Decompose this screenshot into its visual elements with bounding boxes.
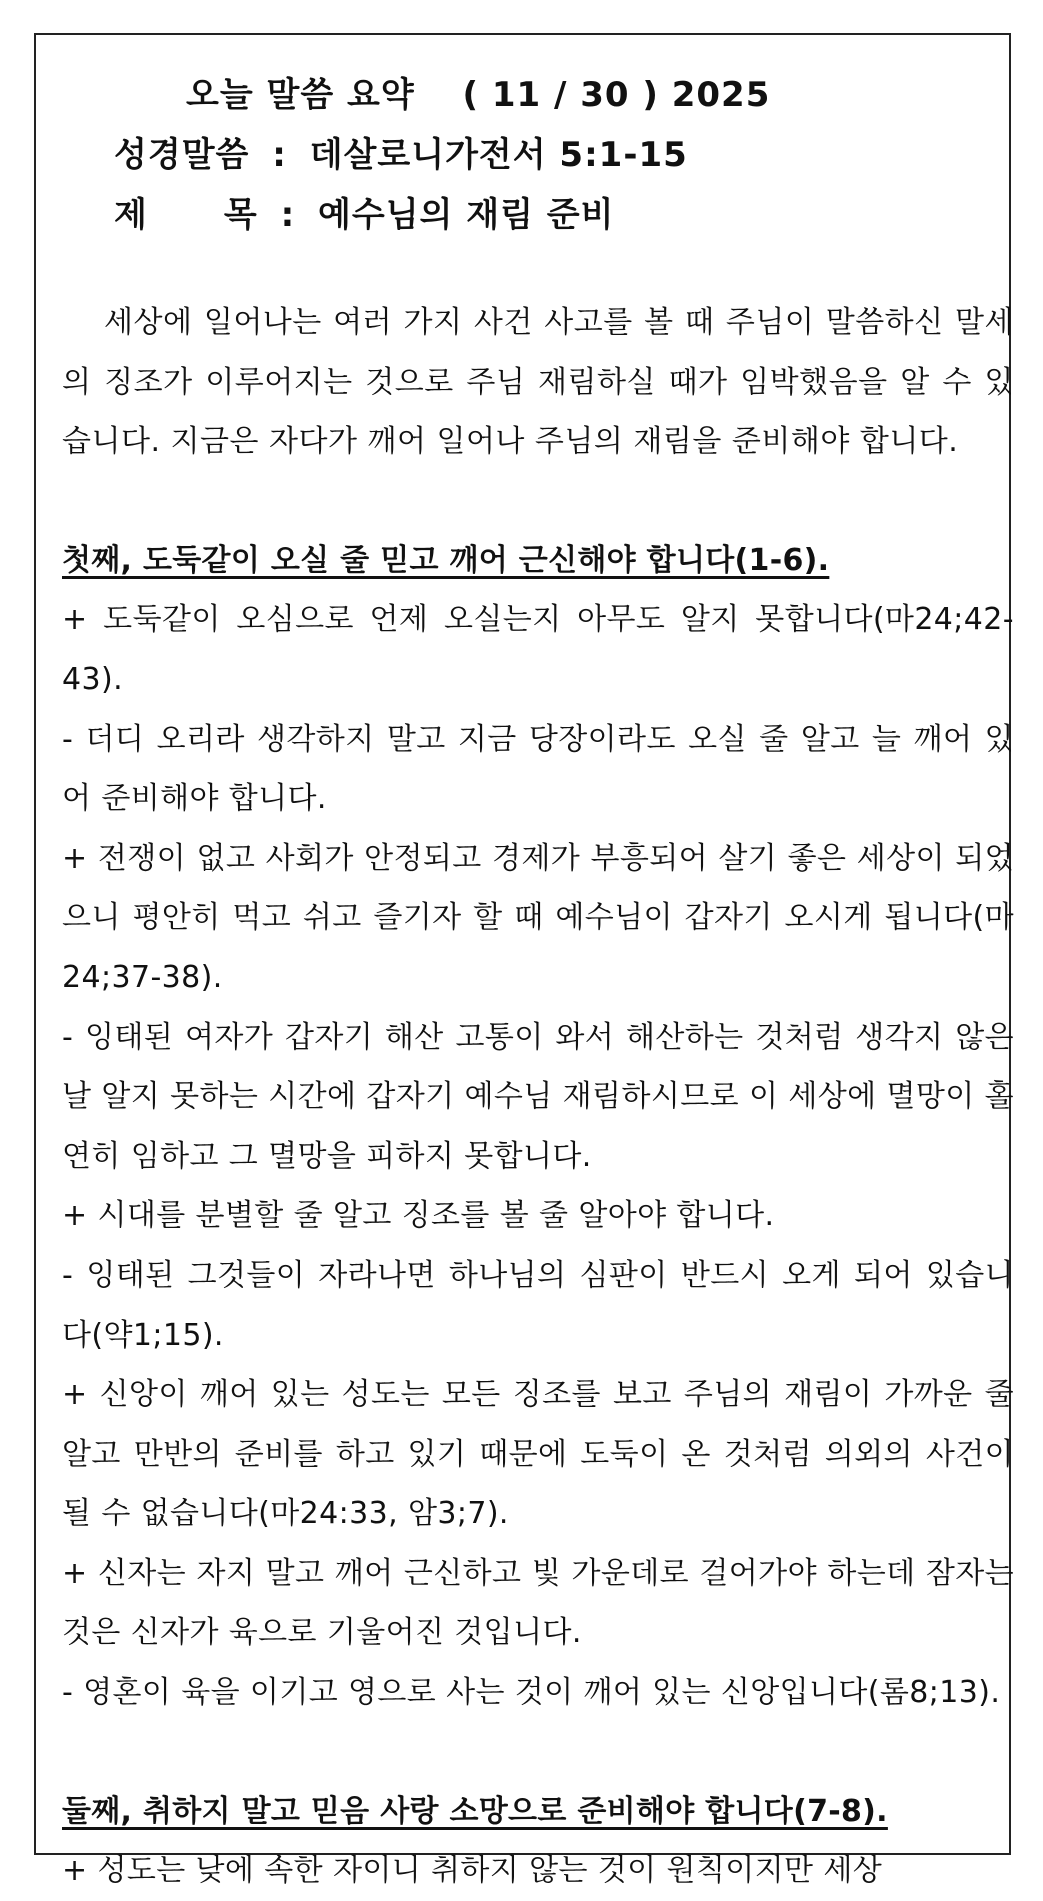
title-line <box>186 67 770 116</box>
intro-paragraph: 세상에 일어나는 여러 가지 사건 사고를 볼 때 주님이 말씀하신 말세의 징조가 이루어지는 것으로 주님 재림하실 때가 임박했음을 알 수 있습니다. 지금은 자다가 깨어 일어나 주님의 재림을 준비해야 합니다. <box>62 305 1014 460</box>
section-1-point: + 시대를 분별할 줄 알고 징조를 볼 줄 알아야 합니다. <box>62 1198 775 1234</box>
section-1-point: - 영혼이 육을 이기고 영으로 사는 것이 깨어 있는 신앙입니다(롬8;13). <box>62 1675 1001 1711</box>
subject-separator: : <box>280 195 296 235</box>
section-heading-1: 첫째, 도둑같이 오실 줄 믿고 깨어 근신해야 합니다(1-6). <box>62 542 830 578</box>
bible-reference: 데살로니가전서 5:1-15 <box>309 135 688 175</box>
sermon-summary-title: 오늘 말씀 요약 <box>186 75 415 115</box>
section-heading-2: 둘째, 취하지 말고 믿음 사랑 소망으로 준비해야 합니다(7-8). <box>62 1793 888 1829</box>
section-1-point: + 신앙이 깨어 있는 성도는 모든 징조를 보고 주님의 재림이 가까운 줄 알고 만반의 준비를 하고 있기 때문에 도둑이 온 것처럼 의외의 사건이 될 수 없습니다(마24:33, 암3;7). <box>62 1377 1014 1532</box>
bible-label: 성경말씀 <box>114 135 250 175</box>
subject-label <box>114 187 258 236</box>
section-1-point: + 도둑같이 오심으로 언제 오실는지 아무도 알지 못합니다(마24;42-43). <box>62 602 1014 697</box>
section-1-point: + 신자는 자지 말고 깨어 근신하고 빛 가운데로 걸어가야 하는데 잠자는 것은 신자가 육으로 기울어진 것입니다. <box>62 1555 1014 1651</box>
sermon-date: ( 11 / 30 ) 2025 <box>462 75 771 115</box>
section-1-point: + 전쟁이 없고 사회가 안정되고 경제가 부흥되어 살기 좋은 세상이 되었으니 평안히 먹고 쉬고 즐기자 할 때 예수님이 갑자기 오시게 됩니다(마24;37-38). <box>62 840 1014 995</box>
section-1-point: - 잉태된 여자가 갑자기 해산 고통이 와서 해산하는 것처럼 생각지 않은 날 알지 못하는 시간에 갑자기 예수님 재림하시므로 이 세상에 멸망이 홀연히 임하고 그 멸망을 피하지 못합니다. <box>62 1019 1014 1174</box>
bible-reference-line <box>114 127 688 176</box>
subject-label-char-1: 제 <box>114 195 148 235</box>
sermon-body <box>62 293 1014 1901</box>
section-1-point: - 더디 오리라 생각하지 말고 지금 당장이라도 오실 줄 알고 늘 깨어 있어 준비해야 합니다. <box>62 721 1014 817</box>
document-frame <box>34 33 1014 1889</box>
subject-line <box>114 187 614 236</box>
subject-label-char-2: 목 <box>223 195 258 235</box>
section-1-point: - 잉태된 그것들이 자라나면 하나님의 심판이 반드시 오게 되어 있습니다(약1;15). <box>62 1257 1014 1353</box>
bible-separator: : <box>272 135 287 175</box>
section-2-point: + 성도는 낮에 속한 자이니 취하지 않는 것이 원칙이지만 세상 <box>62 1853 883 1889</box>
sermon-subject: 예수님의 재림 준비 <box>318 195 615 235</box>
